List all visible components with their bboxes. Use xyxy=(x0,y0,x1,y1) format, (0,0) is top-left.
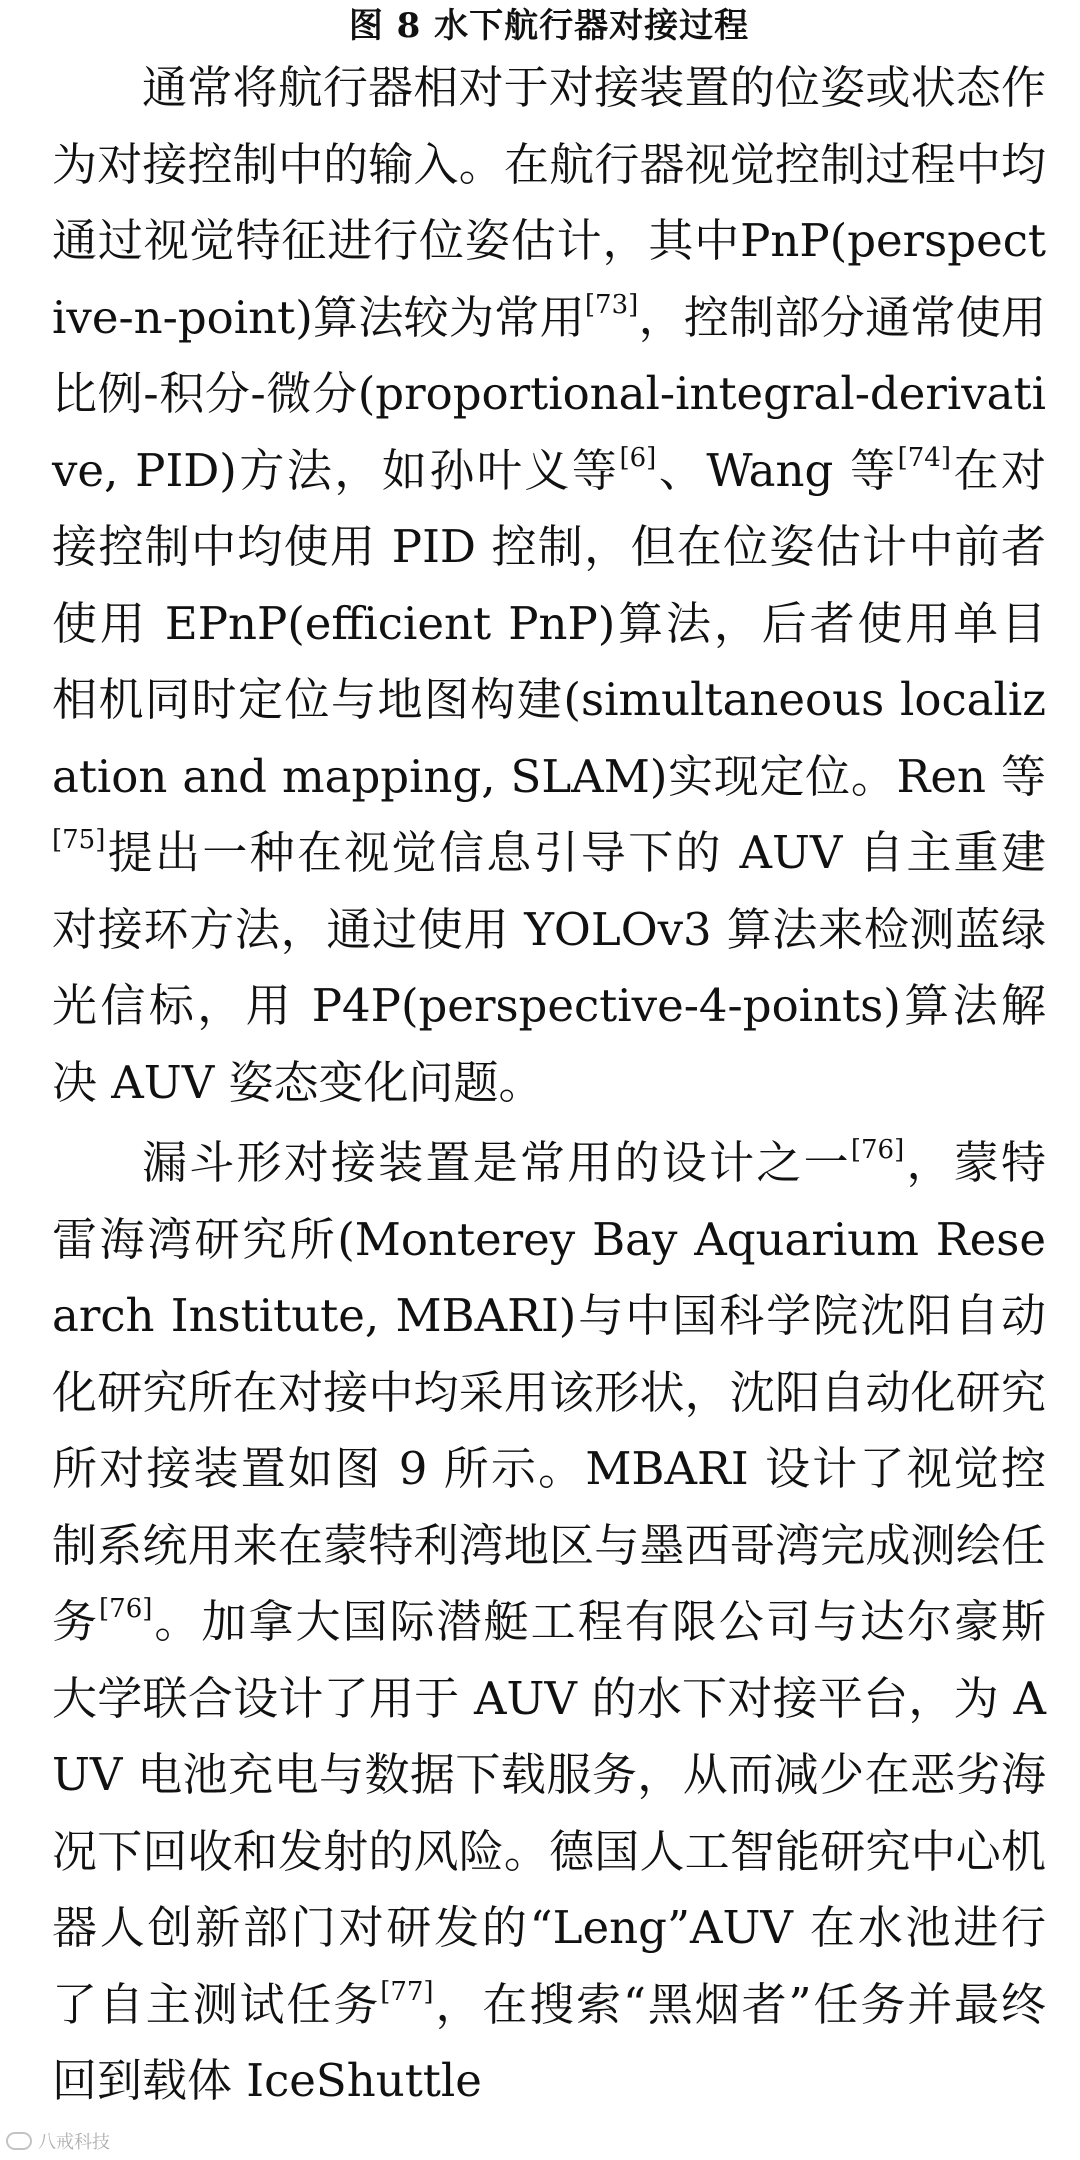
citation-75: [75] xyxy=(52,825,106,855)
watermark xyxy=(6,2128,110,2154)
para2-text-1: 漏斗形对接装置是常用的设计之一 xyxy=(142,1136,851,1189)
para1-text-3: 、Wang 等 xyxy=(656,443,898,497)
citation-77: [77] xyxy=(380,1976,434,2007)
para1-text-1: 通常将航行器相对于对接装置的位姿或状态作为对接控制中的输入。在航行器视觉控制过程中均通过视觉特征进行位姿估计，其中PnP(perspective-n-point)算法较为常用 xyxy=(52,61,1046,344)
citation-6: [6] xyxy=(619,442,657,473)
para2-text-4: ，在搜索“黑烟者”任务并最终回到载体 IceShuttle xyxy=(52,1977,1046,2107)
paragraph-2 xyxy=(52,1125,1046,2120)
watermark-text: 八戒科技 xyxy=(38,2132,110,2153)
citation-76b: [76] xyxy=(99,1594,153,1624)
citation-73: [73] xyxy=(584,289,639,320)
paragraph-1 xyxy=(52,50,1046,1121)
citation-74: [74] xyxy=(897,442,951,473)
figure-caption: 图 8 水下航行器对接过程 xyxy=(348,6,750,46)
para2-text-3: 。加拿大国际潜艇工程有限公司与达尔豪斯大学联合设计了用于 AUV 的水下对接平台，为 AUV 电池充电与数据下载服务，从而减少在恶劣海况下回收和发射的风险。德国人工智能研究中心机器人创新部门对研发的“Leng”AUV 在水池进行了自主测试任务 xyxy=(52,1595,1046,2031)
para1-text-2: ，控制部分通常使用比例-积分-微分(proportional-integral-derivative, PID)方法，如孙叶义等 xyxy=(52,290,1046,497)
citation-76a: [76] xyxy=(850,1135,905,1165)
para1-text-4: 在对接控制中均使用 PID 控制，但在位姿估计中前者使用 EPnP(efficient PnP)算法，后者使用单目相机同时定位与地图构建(simultaneous localization and mapping, SLAM)实现定位。Ren 等 xyxy=(52,443,1047,803)
para1-text-5: 提出一种在视觉信息引导下的 AUV 自主重建对接环方法，通过使用 YOLOv3 算法来检测蓝绿光信标，用 P4P(perspective-4-points)算法解决 AUV 姿态变化问题。 xyxy=(52,826,1046,1109)
para2-text-2: ，蒙特雷海湾研究所(Monterey Bay Aquarium Research Institute, MBARI)与中国科学院沈阳自动化研究所在对接中均采用该形状，沈阳自动化研究所对接装置如图 9 所示。MBARI 设计了视觉控制系统用来在蒙特利湾地区与墨西哥湾完成测绘任务 xyxy=(52,1136,1046,1648)
watermark-logo-icon xyxy=(6,2132,32,2150)
